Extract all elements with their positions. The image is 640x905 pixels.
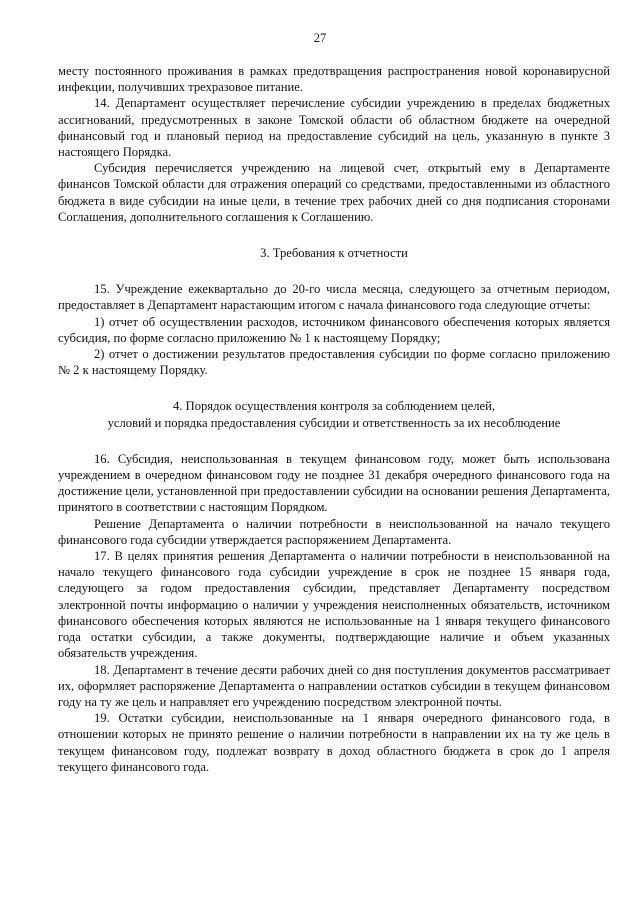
paragraph-15: 15. Учреждение ежеквартально до 20-го числа месяца, следующего за отчетным периодом, предоставляет в Департамент нарастающим итогом с начала финансового года следующие отчеты: (58, 282, 610, 313)
section-4-heading-line-1: 4. Порядок осуществления контроля за соблюдением целей, (173, 399, 495, 414)
paragraph-16-decision: Решение Департамента о наличии потребности в неиспользованной на начало текущего финансового года субсидии утверждается распоряжением Департамента. (58, 516, 610, 547)
paragraph-15-item-2: 2) отчет о достижении результатов предоставления субсидии по форме согласно приложению № 2 к настоящему Порядку. (58, 347, 610, 378)
paragraph-17: 17. В целях принятия решения Департамента о наличии потребности в неиспользованной на начало текущего финансового года субсидии учреждение в срок не позднее 15 января года, следующего за годом предоставления субсидии, представляет Департаменту посредством электронной почты информацию о наличии у учреждения неисполненных обязательств, источником финансового обеспечения которых являются не использованные на 1 января текущего финансового года остатки субсидии, а также документы, подтверждающие наличие и объем указанных обязательств учреждения. (58, 549, 610, 661)
paragraph-continuation: месту постоянного проживания в рамках предотвращения распространения новой коронавирусной инфекции, получивших трехразовое питание. (58, 64, 610, 95)
section-4-heading-line-2: условий и порядка предоставления субсидии и ответственность за их несоблюдение (107, 415, 561, 430)
document-body (58, 63, 610, 775)
paragraph-14: 14. Департамент осуществляет перечисление субсидии учреждению в пределах бюджетных ассигнований, предусмотренных в законе Томской области об областном бюджете на очередной финансовый год и плановый период на предоставление субсидий на цель, указанную в пункте 3 настоящего Порядка. (58, 96, 610, 160)
paragraph-15-item-1: 1) отчет об осуществлении расходов, источником финансового обеспечения которых является субсидия, по форме согласно приложению № 1 к настоящему Порядку; (58, 314, 610, 345)
paragraph-18: 18. Департамент в течение десяти рабочих дней со дня поступления документов рассматривает их, оформляет распоряжение Департамента о направлении остатков субсидии в текущем финансовом году на ту же цель и направляет его учреждению посредством электронной почты. (58, 662, 610, 709)
section-3-heading: 3. Требования к отчетности (260, 246, 408, 261)
page-number: 27 (313, 31, 327, 45)
paragraph-19: 19. Остатки субсидии, неиспользованные на 1 января очередного финансового года, в отношении которых не принято решение о наличии потребности в направлении их на ту же цель в текущем финансовом году, подлежат возврату в доход областного бюджета в срок до 1 апреля текущего финансового года. (58, 711, 610, 774)
paragraph-16: 16. Субсидия, неиспользованная в текущем финансовом году, может быть использована учреждением в очередном финансовом году не позднее 31 декабря очередного финансового года на достижение цели, установленной при предоставлении субсидии на основании решения Департамента, принятого в соответствии с настоящим Порядком. (58, 451, 610, 515)
paragraph-14-transfer: Субсидия перечисляется учреждению на лицевой счет, открытый ему в Департаменте финансов Томской области для отражения операций со средствами, предоставленными из областного бюджета в виде субсидии на иные цели, в течение трех рабочих дней со дня подписания сторонами Соглашения, дополнительного соглашения к Соглашению. (58, 161, 610, 224)
